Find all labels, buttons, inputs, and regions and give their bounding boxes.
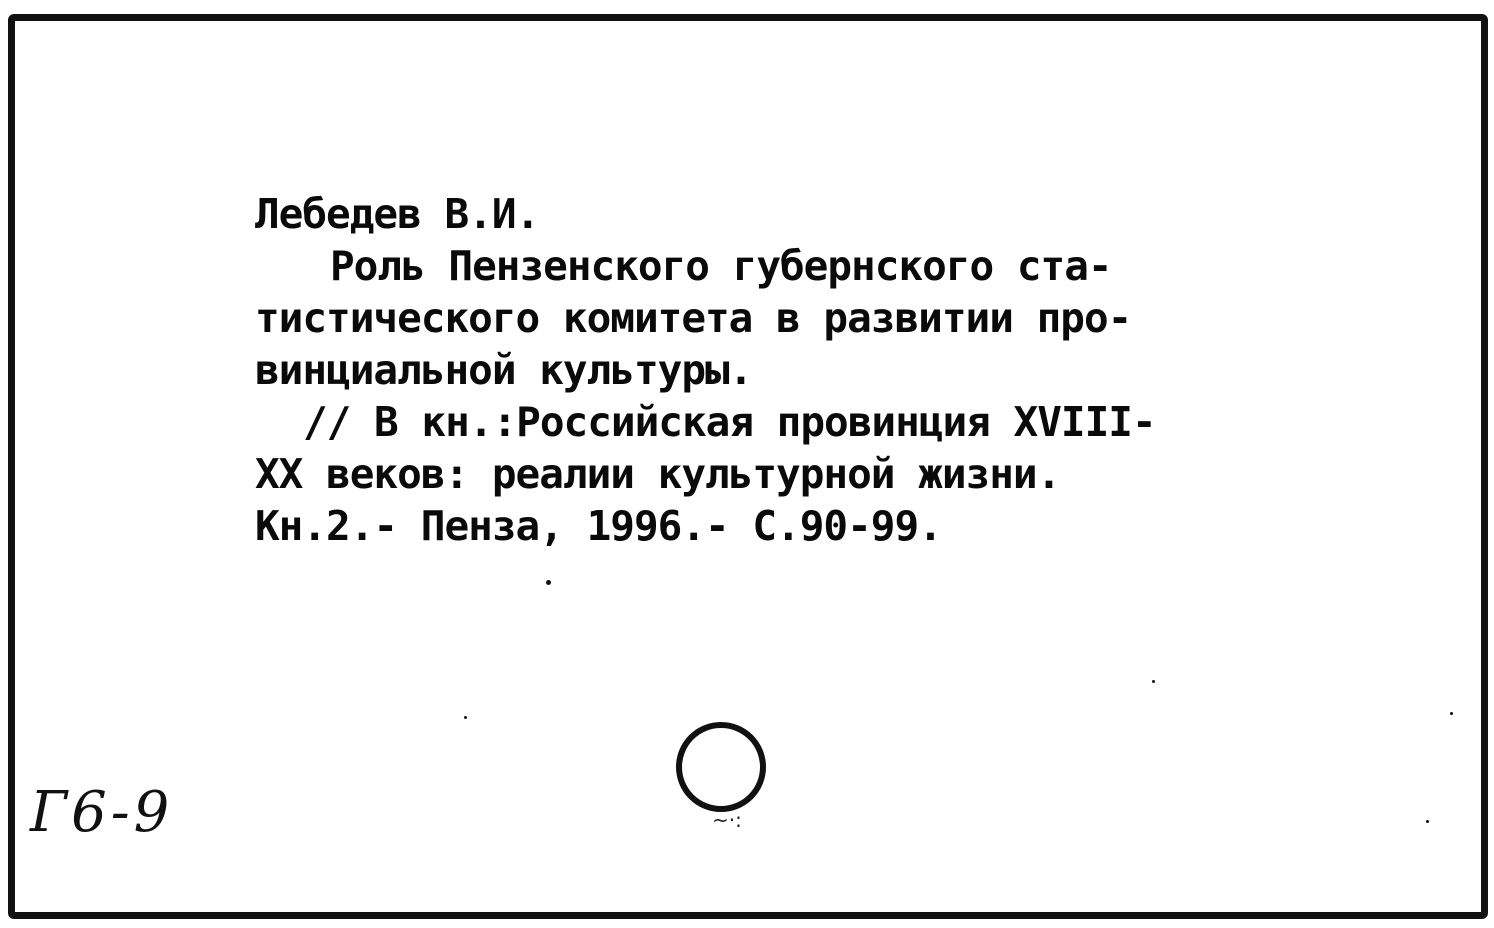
source-line-1: // В кн.:Российская провинция XVIII- bbox=[303, 398, 1156, 446]
source-line-2: XX веков: реалии культурной жизни. bbox=[255, 450, 1061, 498]
card-punch-hole bbox=[676, 722, 766, 812]
handwritten-shelfmark: Г6-9 bbox=[30, 780, 174, 845]
author-name: Лебедев В.И. bbox=[255, 190, 540, 238]
speck bbox=[1450, 712, 1453, 715]
title-line-1: Роль Пензенского губернского ста- bbox=[330, 242, 1112, 290]
title-line-2: тистического комитета в развитии про- bbox=[255, 294, 1132, 342]
speck bbox=[546, 580, 551, 585]
speck bbox=[1426, 820, 1429, 823]
speck bbox=[1152, 680, 1155, 683]
title-line-3: винциальной культуры. bbox=[255, 346, 753, 394]
hole-smudge: ~·: bbox=[712, 808, 742, 832]
bibliographic-entry bbox=[255, 188, 1255, 552]
source-line-3: Кн.2.- Пенза, 1996.- С.90-99. bbox=[255, 502, 942, 550]
speck bbox=[464, 716, 467, 719]
